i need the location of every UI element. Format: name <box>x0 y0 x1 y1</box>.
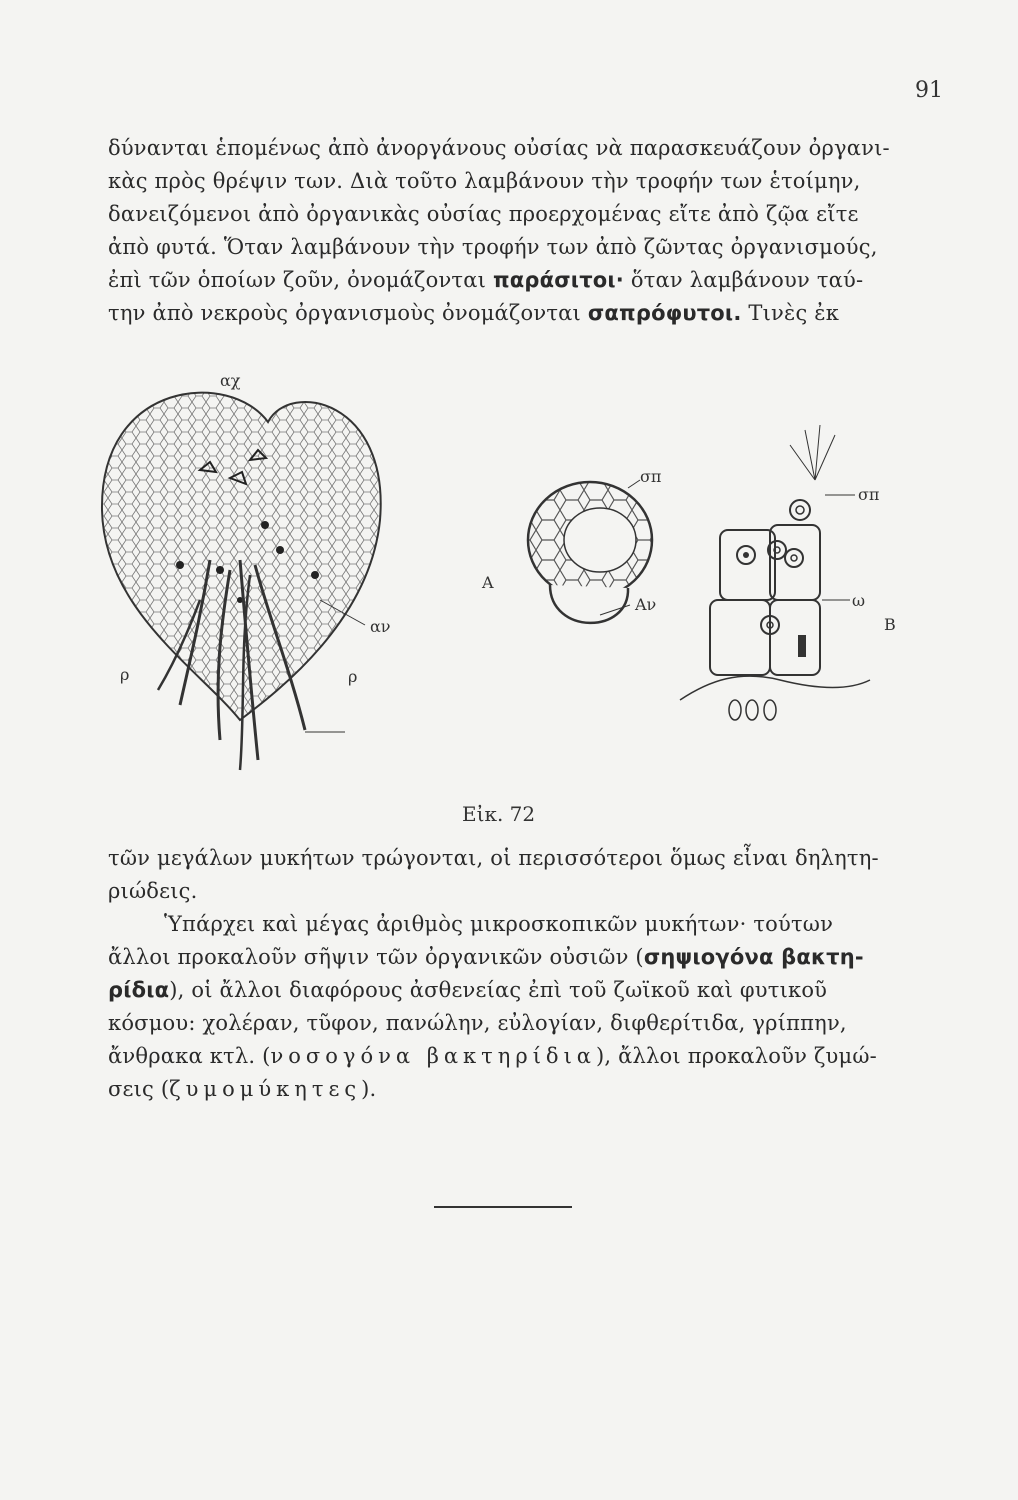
text-line: τῶν μεγάλων μυκήτων τρώγονται, οἱ περισσότεροι ὅμως εἶναι δηλητη- <box>108 846 879 870</box>
term-yeasts: ζυμομύκητες <box>169 1077 362 1101</box>
text-line: ἀπὸ φυτά. Ὅταν λαμβάνουν τὴν τροφήν των ἀπὸ ζῶντας ὀργανισμούς, <box>108 235 878 259</box>
prothallus-drawing <box>102 393 381 770</box>
text-segment: την ἀπὸ νεκροὺς ὀργανισμοὺς ὀνομάζονται <box>108 301 588 325</box>
text-line: δύνανται ἑπομένως ἀπὸ ἀνοργάνους οὐσίας νὰ παρασκευάζουν ὀργανι- <box>108 136 890 160</box>
text-segment: ), οἱ ἄλλοι διαφόρους ἀσθενείας ἐπὶ τοῦ ζωϊκοῦ καὶ φυτικοῦ <box>169 978 828 1002</box>
antheridium-drawing <box>528 480 652 623</box>
label-sp-right: σπ <box>858 485 880 504</box>
paragraph-top <box>108 132 936 330</box>
text-line <box>108 1073 936 1106</box>
term-parasites: παράσιτοι· <box>492 268 624 292</box>
term-septic-bacteria-cont: ρίδια <box>108 978 170 1002</box>
text-line <box>108 941 936 974</box>
label-rho-left: ρ <box>120 665 130 684</box>
text-segment: ). <box>361 1077 377 1101</box>
text-line: κόσμου: χολέραν, τῦφον, πανώλην, εὐλογίαν, διφθερίτιδα, γρίππην, <box>108 1011 847 1035</box>
page-number: 91 <box>915 78 943 103</box>
text-line <box>108 297 936 330</box>
spermatozoid-drawing <box>680 425 870 720</box>
text-line <box>108 264 936 297</box>
text-line: ριώδεις. <box>108 879 198 903</box>
text-segment: Τινὲς ἐκ <box>741 301 840 325</box>
text-segment: ἄνθρακα κτλ. ( <box>108 1044 271 1068</box>
label-A: Α <box>482 573 494 592</box>
figure-72 <box>80 360 940 780</box>
text-segment: ὅταν λαμβάνουν ταύ- <box>623 268 864 292</box>
term-saprophytes: σαπρόφυτοι. <box>587 301 742 325</box>
section-divider <box>434 1206 572 1208</box>
paragraph-bottom <box>108 842 936 1106</box>
term-pathogenic-bacteria: νοσογόνα βακτηρίδια <box>270 1044 596 1068</box>
text-segment: ἄλλοι προκαλοῦν σῆψιν τῶν ὀργανικῶν οὐσιῶν ( <box>108 945 644 969</box>
text-line: δανειζόμενοι ἀπὸ ὀργανικὰς οὐσίας προερχομένας εἴτε ἀπὸ ζῷα εἴτε <box>108 202 859 226</box>
text-line: Ὑπάρχει καὶ μέγας ἀριθμὸς μικροσκοπικῶν μυκήτων· τούτων <box>164 912 834 936</box>
label-ax: αχ <box>220 371 241 390</box>
figure-caption: Εἰκ. 72 <box>462 802 536 826</box>
label-an: αν <box>370 617 391 636</box>
label-An: Αν <box>635 595 657 614</box>
label-B: Β <box>884 615 896 634</box>
label-omega: ω <box>852 591 866 610</box>
figure-illustration <box>80 360 940 780</box>
text-line: κὰς πρὸς θρέψιν των. Διὰ τοῦτο λαμβάνουν τὴν τροφήν των ἑτοίμην, <box>108 169 861 193</box>
label-rho-right: ρ <box>348 667 358 686</box>
text-segment: ἐπὶ τῶν ὁποίων ζοῦν, ὀνομάζονται <box>108 268 493 292</box>
term-septic-bacteria: σηψιογόνα βακτη- <box>643 945 864 969</box>
label-sp-middle: σπ <box>640 467 662 486</box>
text-line <box>108 1040 936 1073</box>
text-line <box>108 974 936 1007</box>
text-segment: σεις ( <box>108 1077 170 1101</box>
text-segment: ), ἄλλοι προκαλοῦν ζυμώ- <box>596 1044 877 1068</box>
